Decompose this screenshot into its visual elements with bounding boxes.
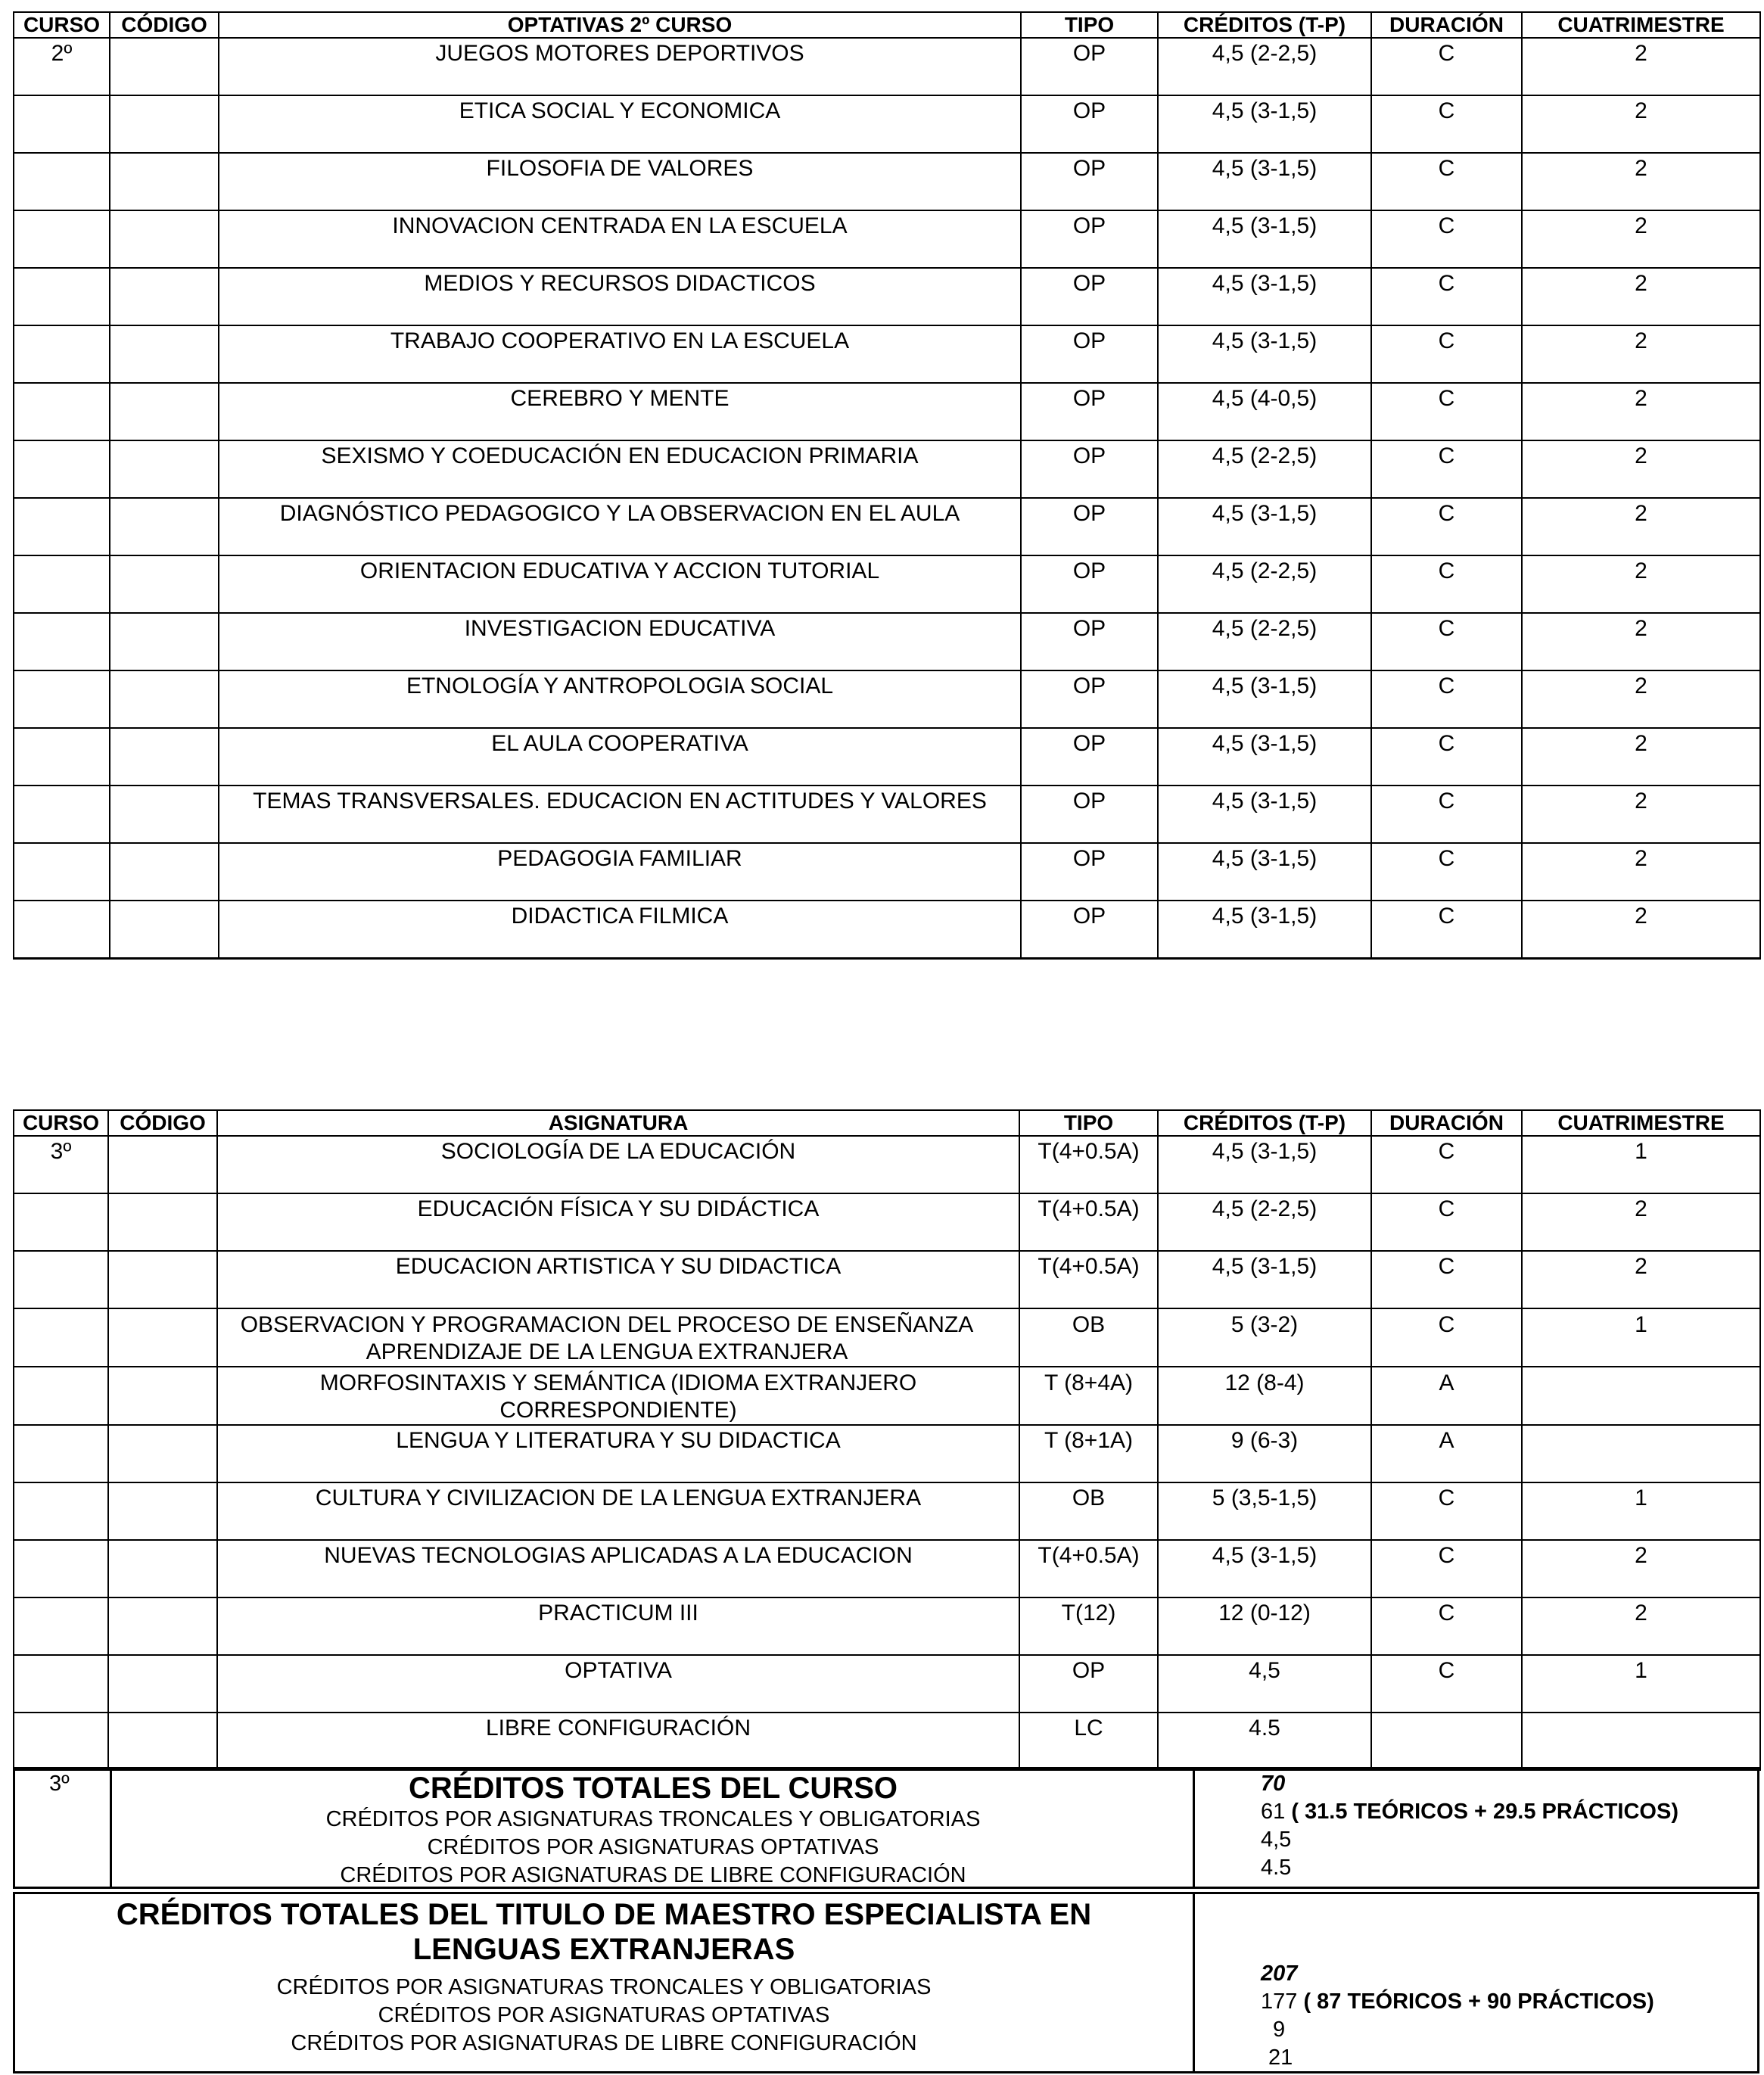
cell-creditos: 4,5 (3-1,5) [1158,786,1371,843]
cell-asignatura: PRACTICUM III [217,1597,1019,1655]
cell-codigo [108,1136,217,1193]
summary-value-optativas: 4,5 [1261,1828,1292,1852]
cell-tipo: OP [1021,440,1158,498]
summary-value-troncales: 61 [1261,1800,1286,1824]
table-row [14,210,1760,268]
cell-duracion: C [1371,153,1522,210]
cell-duracion: C [1371,498,1522,555]
cell-curso [14,325,110,383]
course-summary [13,1767,1759,1889]
degree-total: 207 [1261,1961,1298,1986]
degree-value-troncales: 177 [1261,1989,1298,2014]
cell-cuatrimestre [1522,1367,1760,1425]
table-row [14,1251,1760,1308]
cell-creditos: 12 (8-4) [1158,1367,1371,1425]
table-row [14,1136,1760,1193]
table-header-row [14,12,1760,38]
cell-cuatrimestre: 2 [1522,901,1760,959]
cell-asignatura: INNOVACION CENTRADA EN LA ESCUELA [219,210,1021,268]
cell-tipo: OP [1021,843,1158,901]
cell-tipo: OP [1021,786,1158,843]
table-row [14,728,1760,786]
cell-duracion: C [1371,1597,1522,1655]
cell-asignatura: LIBRE CONFIGURACIÓN [217,1713,1019,1770]
cell-tipo: OP [1021,153,1158,210]
cell-duracion: C [1371,728,1522,786]
cell-codigo [110,843,219,901]
summary-detail-troncales: ( 31.5 TEÓRICOS + 29.5 PRÁCTICOS) [1291,1800,1678,1824]
table-row [14,1713,1760,1770]
cell-tipo: T (8+4A) [1019,1367,1158,1425]
cell-codigo [108,1425,217,1482]
summary-label-libre: CRÉDITOS POR ASIGNATURAS DE LIBRE CONFIGURACIÓN [340,1863,966,1887]
cell-cuatrimestre: 1 [1522,1136,1760,1193]
cell-curso [14,153,110,210]
cell-cuatrimestre: 2 [1522,843,1760,901]
cell-asignatura: FILOSOFIA DE VALORES [219,153,1021,210]
cell-cuatrimestre: 1 [1522,1482,1760,1540]
cell-duracion: C [1371,1482,1522,1540]
table-row [14,901,1760,959]
table-row [14,268,1760,325]
cell-duracion: C [1371,1655,1522,1713]
cell-creditos: 4,5 (2-2,5) [1158,440,1371,498]
cell-cuatrimestre: 2 [1522,728,1760,786]
table-row [14,1655,1760,1713]
table-row [14,1482,1760,1540]
cell-creditos: 4,5 (3-1,5) [1158,1540,1371,1597]
cell-cuatrimestre: 2 [1522,268,1760,325]
cell-asignatura: PEDAGOGIA FAMILIAR [219,843,1021,901]
table-row [14,843,1760,901]
cell-codigo [110,325,219,383]
cell-asignatura: NUEVAS TECNOLOGIAS APLICADAS A LA EDUCACION [217,1540,1019,1597]
cell-creditos: 12 (0-12) [1158,1597,1371,1655]
cell-codigo [110,440,219,498]
cell-tipo: OP [1021,383,1158,440]
cell-codigo [110,786,219,843]
cell-tipo: OP [1021,901,1158,959]
table-row [14,153,1760,210]
cell-codigo [108,1713,217,1770]
cell-creditos: 4,5 [1158,1655,1371,1713]
cell-creditos: 4,5 (3-1,5) [1158,153,1371,210]
cell-creditos: 4,5 (2-2,5) [1158,1193,1371,1251]
cell-curso [14,1540,108,1597]
cell-asignatura: INVESTIGACION EDUCATIVA [219,613,1021,670]
cell-asignatura: OBSERVACION Y PROGRAMACION DEL PROCESO DE ENSEÑANZA APRENDIZAJE DE LA LENGUA EXTRANJERA [217,1308,1019,1367]
cell-creditos: 4,5 (3-1,5) [1158,670,1371,728]
cell-codigo [108,1482,217,1540]
cell-asignatura: EDUCACION ARTISTICA Y SU DIDACTICA [217,1251,1019,1308]
cell-tipo: OB [1019,1482,1158,1540]
cell-duracion: A [1371,1367,1522,1425]
summary-labels [114,1806,1193,1890]
summary-curso: 3º [49,1772,70,1796]
cell-curso [14,728,110,786]
cell-curso [14,613,110,670]
cell-codigo [110,728,219,786]
cell-cuatrimestre: 1 [1522,1655,1760,1713]
cell-codigo [108,1308,217,1367]
cell-asignatura: SEXISMO Y COEDUCACIÓN EN EDUCACION PRIMARIA [219,440,1021,498]
header-tipo: TIPO [1021,12,1158,38]
summary-value-libre: 4.5 [1261,1856,1292,1880]
cell-duracion: C [1371,38,1522,95]
table-row [14,383,1760,440]
summary-title: CRÉDITOS TOTALES DEL CURSO [409,1772,898,1805]
table-row [14,38,1760,95]
cell-cuatrimestre: 2 [1522,440,1760,498]
table-row [14,1193,1760,1251]
cell-duracion: C [1371,383,1522,440]
header-asignatura: OPTATIVAS 2º CURSO [219,12,1021,38]
cell-codigo [110,383,219,440]
cell-cuatrimestre: 2 [1522,613,1760,670]
cell-tipo: OP [1021,498,1158,555]
header-cuatrimestre: CUATRIMESTRE [1522,1110,1760,1136]
cell-codigo [110,901,219,959]
cell-cuatrimestre [1522,1425,1760,1482]
cell-creditos: 4,5 (3-1,5) [1158,268,1371,325]
cell-cuatrimestre: 2 [1522,1193,1760,1251]
cell-duracion: A [1371,1425,1522,1482]
cell-duracion: C [1371,555,1522,613]
cell-asignatura: ETICA SOCIAL Y ECONOMICA [219,95,1021,153]
cell-creditos: 4,5 (4-0,5) [1158,383,1371,440]
header-asignatura: ASIGNATURA [217,1110,1019,1136]
table-row [14,440,1760,498]
optativas-table [13,11,1761,960]
cell-asignatura: MORFOSINTAXIS Y SEMÁNTICA (IDIOMA EXTRANJERO CORRESPONDIENTE) [217,1367,1019,1425]
cell-duracion: C [1371,1136,1522,1193]
cell-asignatura: ETNOLOGÍA Y ANTROPOLOGIA SOCIAL [219,670,1021,728]
cell-duracion: C [1371,901,1522,959]
cell-cuatrimestre: 1 [1522,1308,1760,1367]
degree-title-line1: CRÉDITOS TOTALES DEL TITULO DE MAESTRO ESPECIALISTA EN [116,1898,1092,1931]
cell-tipo: OP [1021,728,1158,786]
cell-cuatrimestre: 2 [1522,38,1760,95]
cell-curso [14,1655,108,1713]
cell-curso [14,1367,108,1425]
cell-duracion: C [1371,1193,1522,1251]
cell-curso: 2º [14,38,110,95]
cell-tipo: OP [1021,95,1158,153]
degree-value-libre: 21 [1268,2045,1293,2070]
cell-curso [14,440,110,498]
cell-codigo [108,1367,217,1425]
cell-creditos: 4,5 (2-2,5) [1158,613,1371,670]
cell-creditos: 4,5 (3-1,5) [1158,498,1371,555]
table-row [14,1540,1760,1597]
cell-duracion: C [1371,95,1522,153]
cell-creditos: 4,5 (3-1,5) [1158,1136,1371,1193]
cell-tipo: OB [1019,1308,1158,1367]
header-tipo: TIPO [1019,1110,1158,1136]
cell-creditos: 4,5 (2-2,5) [1158,38,1371,95]
cell-cuatrimestre: 2 [1522,153,1760,210]
header-codigo: CÓDIGO [110,12,219,38]
degree-title-line2: LENGUAS EXTRANJERAS [412,1933,795,1966]
degree-label-libre: CRÉDITOS POR ASIGNATURAS DE LIBRE CONFIGURACIÓN [291,2031,917,2055]
cell-tipo: T(12) [1019,1597,1158,1655]
cell-asignatura: SOCIOLOGÍA DE LA EDUCACIÓN [217,1136,1019,1193]
cell-cuatrimestre: 2 [1522,498,1760,555]
cell-duracion [1371,1713,1522,1770]
summary-label-troncales: CRÉDITOS POR ASIGNATURAS TRONCALES Y OBLIGATORIAS [325,1807,981,1831]
cell-codigo [108,1193,217,1251]
table-row [14,555,1760,613]
table-row [14,613,1760,670]
cell-duracion: C [1371,1540,1522,1597]
cell-curso [14,901,110,959]
cell-tipo: T(4+0.5A) [1019,1136,1158,1193]
cell-curso [14,268,110,325]
cell-codigo [108,1597,217,1655]
cell-creditos: 4,5 (3-1,5) [1158,210,1371,268]
cell-curso [14,498,110,555]
table-row [14,670,1760,728]
header-duracion: DURACIÓN [1371,1110,1522,1136]
cell-tipo: T(4+0.5A) [1019,1251,1158,1308]
cell-tipo: OP [1021,210,1158,268]
cell-asignatura: DIAGNÓSTICO PEDAGOGICO Y LA OBSERVACION EN EL AULA [219,498,1021,555]
cell-curso [14,1251,108,1308]
cell-duracion: C [1371,268,1522,325]
cell-cuatrimestre: 2 [1522,786,1760,843]
degree-value-optativas: 9 [1273,2017,1286,2042]
cell-curso [14,670,110,728]
cell-curso [14,786,110,843]
cell-cuatrimestre: 2 [1522,95,1760,153]
degree-detail-troncales: ( 87 TEÓRICOS + 90 PRÁCTICOS) [1303,1989,1654,2014]
cell-tipo: OP [1021,325,1158,383]
cell-cuatrimestre: 2 [1522,325,1760,383]
summary-values [1261,1798,1678,1882]
cell-duracion: C [1371,843,1522,901]
cell-tipo: OP [1021,268,1158,325]
table-header-row [14,1110,1760,1136]
cell-cuatrimestre: 2 [1522,210,1760,268]
cell-asignatura: TRABAJO COOPERATIVO EN LA ESCUELA [219,325,1021,383]
cell-curso [14,210,110,268]
cell-curso [14,1713,108,1770]
cell-tipo: LC [1019,1713,1158,1770]
asignaturas-table [13,1109,1761,1771]
cell-codigo [108,1251,217,1308]
cell-duracion: C [1371,670,1522,728]
cell-tipo: T(4+0.5A) [1019,1540,1158,1597]
cell-cuatrimestre: 2 [1522,1540,1760,1597]
header-curso: CURSO [14,1110,108,1136]
degree-label-optativas: CRÉDITOS POR ASIGNATURAS OPTATIVAS [378,2003,830,2027]
cell-creditos: 4,5 (3-1,5) [1158,901,1371,959]
cell-tipo: OP [1021,670,1158,728]
table-row [14,1367,1760,1425]
header-duracion: DURACIÓN [1371,12,1522,38]
cell-curso [14,843,110,901]
table-row [14,786,1760,843]
cell-creditos: 4,5 (3-1,5) [1158,1251,1371,1308]
cell-curso [14,1308,108,1367]
cell-asignatura: DIDACTICA FILMICA [219,901,1021,959]
degree-title [15,1897,1193,1967]
header-creditos: CRÉDITOS (T-P) [1158,12,1371,38]
cell-curso [14,1193,108,1251]
table-row [14,95,1760,153]
cell-curso [14,1597,108,1655]
cell-codigo [108,1655,217,1713]
cell-duracion: C [1371,325,1522,383]
cell-creditos: 5 (3-2) [1158,1308,1371,1367]
table-row [14,1308,1760,1367]
cell-codigo [110,95,219,153]
cell-asignatura: OPTATIVA [217,1655,1019,1713]
cell-curso [14,95,110,153]
cell-cuatrimestre [1522,1713,1760,1770]
cell-duracion: C [1371,210,1522,268]
cell-creditos: 4,5 (2-2,5) [1158,555,1371,613]
cell-asignatura: CULTURA Y CIVILIZACION DE LA LENGUA EXTRANJERA [217,1482,1019,1540]
cell-asignatura: MEDIOS Y RECURSOS DIDACTICOS [219,268,1021,325]
cell-tipo: T(4+0.5A) [1019,1193,1158,1251]
cell-tipo: OP [1021,38,1158,95]
cell-asignatura: ORIENTACION EDUCATIVA Y ACCION TUTORIAL [219,555,1021,613]
cell-codigo [110,210,219,268]
cell-duracion: C [1371,1308,1522,1367]
cell-duracion: C [1371,613,1522,670]
cell-curso [14,1482,108,1540]
summary-total: 70 [1261,1772,1286,1796]
cell-creditos: 4,5 (3-1,5) [1158,95,1371,153]
cell-codigo [110,498,219,555]
table-row [14,1425,1760,1482]
cell-creditos: 5 (3,5-1,5) [1158,1482,1371,1540]
cell-codigo [110,268,219,325]
degree-summary [13,1892,1759,2073]
degree-label-troncales: CRÉDITOS POR ASIGNATURAS TRONCALES Y OBLIGATORIAS [276,1975,932,1999]
cell-curso: 3º [14,1136,108,1193]
cell-creditos: 4.5 [1158,1713,1371,1770]
cell-creditos: 4,5 (3-1,5) [1158,728,1371,786]
cell-duracion: C [1371,440,1522,498]
cell-asignatura: TEMAS TRANSVERSALES. EDUCACION EN ACTITUDES Y VALORES [219,786,1021,843]
cell-tipo: OP [1021,555,1158,613]
cell-codigo [110,670,219,728]
cell-duracion: C [1371,1251,1522,1308]
table-row [14,498,1760,555]
cell-codigo [110,613,219,670]
cell-tipo: OP [1021,613,1158,670]
cell-codigo [108,1540,217,1597]
cell-asignatura: EDUCACIÓN FÍSICA Y SU DIDÁCTICA [217,1193,1019,1251]
cell-creditos: 4,5 (3-1,5) [1158,843,1371,901]
cell-curso [14,1425,108,1482]
header-curso: CURSO [14,12,110,38]
cell-tipo: T (8+1A) [1019,1425,1158,1482]
header-codigo: CÓDIGO [108,1110,217,1136]
cell-codigo [110,153,219,210]
cell-codigo [110,38,219,95]
cell-curso [14,383,110,440]
cell-cuatrimestre: 2 [1522,1597,1760,1655]
cell-creditos: 4,5 (3-1,5) [1158,325,1371,383]
cell-cuatrimestre: 2 [1522,555,1760,613]
cell-duracion: C [1371,786,1522,843]
summary-label-optativas: CRÉDITOS POR ASIGNATURAS OPTATIVAS [427,1835,879,1859]
cell-cuatrimestre: 2 [1522,1251,1760,1308]
degree-values [1261,1988,1654,2072]
cell-asignatura: JUEGOS MOTORES DEPORTIVOS [219,38,1021,95]
header-cuatrimestre: CUATRIMESTRE [1522,12,1760,38]
cell-codigo [110,555,219,613]
cell-curso [14,555,110,613]
table-row [14,1597,1760,1655]
cell-asignatura: LENGUA Y LITERATURA Y SU DIDACTICA [217,1425,1019,1482]
cell-asignatura: EL AULA COOPERATIVA [219,728,1021,786]
table-row [14,325,1760,383]
cell-cuatrimestre: 2 [1522,670,1760,728]
cell-cuatrimestre: 2 [1522,383,1760,440]
cell-creditos: 9 (6-3) [1158,1425,1371,1482]
header-creditos: CRÉDITOS (T-P) [1158,1110,1371,1136]
cell-asignatura: CEREBRO Y MENTE [219,383,1021,440]
cell-tipo: OP [1019,1655,1158,1713]
degree-labels [15,1974,1193,2058]
